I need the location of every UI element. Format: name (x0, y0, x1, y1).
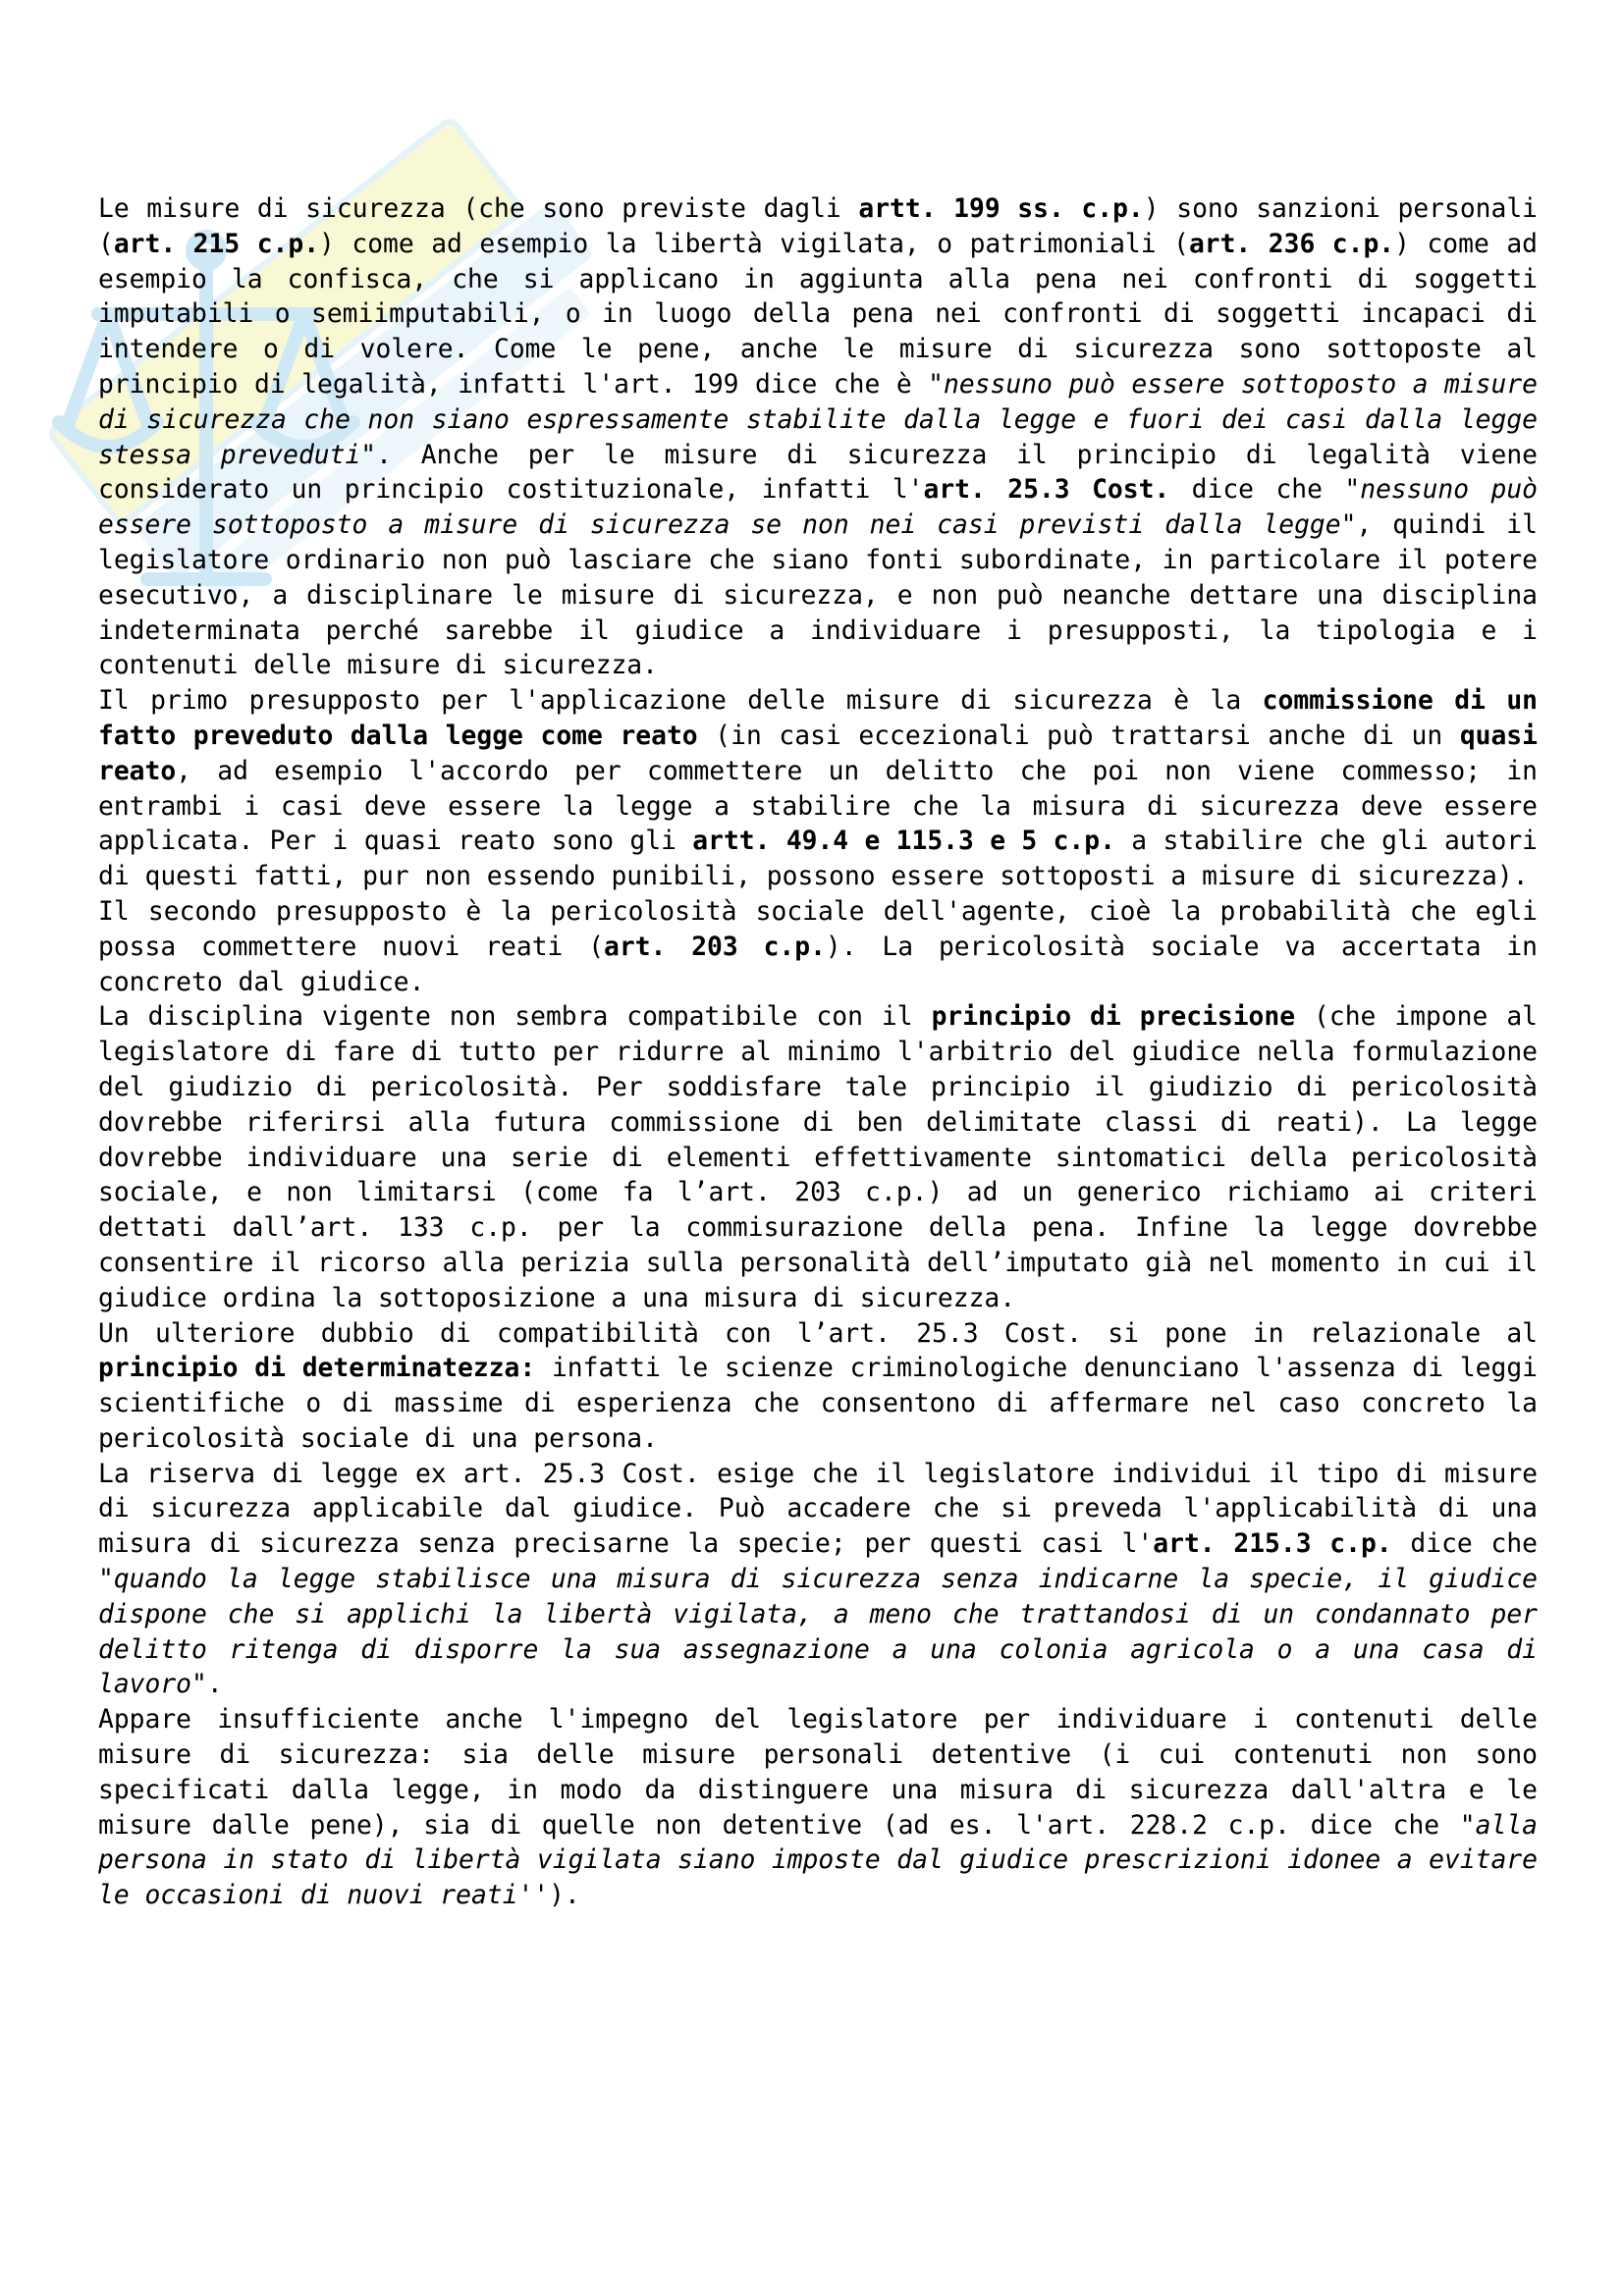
text-run: ) come ad esempio la libertà vigilata, o patrimoniali ( (319, 229, 1189, 259)
legal-reference-bold: art. 236 c.p. (1188, 229, 1395, 259)
paragraph (98, 1000, 1538, 1316)
legal-reference-bold: artt. 49.4 e 115.3 e 5 c.p. (692, 827, 1115, 857)
text-run: Le misure di sicurezza (che sono previste dagli (98, 194, 859, 224)
text-run: infatti le scienze criminologiche denunciano l'assenza di leggi scientifiche o di massime di esperienza che consentono di affermare nel caso concreto la pericolosità sociale di una persona. (98, 1354, 1538, 1454)
text-run: La disciplina vigente non sembra compatibile con il (98, 1002, 932, 1033)
text-run: (in casi eccezionali può trattarsi anche di un (697, 721, 1460, 751)
legal-reference-bold: principio di precisione (931, 1002, 1296, 1033)
text-run: ) come ad esempio la confisca, che si applicano in aggiunta alla pena nei confronti di soggetti imputabili o semiimputabili, o in luogo della pena nei confronti di soggetti incapaci di intendere o di volere. Come le pene, anche le misure di sicurezza sono sottoposte al principio di legalità, infatti l'art. 199 dice che è " (98, 229, 1538, 400)
legal-reference-bold: art. 203 c.p. (604, 932, 826, 962)
legal-reference-bold: art. 215.3 c.p. (1153, 1529, 1392, 1560)
paragraph (98, 1703, 1538, 1914)
text-run: La riserva di legge ex art. 25.3 Cost. esige che il legislatore individui il tipo di misure di sicurezza applicabile dal giudice. Può accadere che si preveda l'applicabilità di una misura di sicurezza senza precisarne la specie; per questi casi l' (98, 1459, 1538, 1560)
paragraph (98, 1317, 1538, 1458)
text-run: dice che " (1169, 475, 1361, 506)
legal-reference-bold: art. 215 c.p. (113, 229, 320, 259)
text-run: Un ulteriore dubbio di compatibilità con l’art. 25.3 Cost. si pone in relazionale al (98, 1318, 1538, 1349)
text-run: dice che " (98, 1529, 1538, 1595)
text-run: ", quindi il legislatore ordinario non può lasciare che siano fonti subordinate, in particolare il potere esecutivo, a disciplinare le misure di sicurezza, e non può neanche dettare una disciplina indeterminata perché sarebbe il giudice a individuare i presupposti, la tipologia e i contenuti delle misure di sicurezza. (98, 510, 1538, 681)
text-run: ''). (517, 1881, 580, 1911)
paragraph (98, 1458, 1538, 1704)
quotation-italic: alla persona in stato di libertà vigilata siano imposte dal giudice prescrizioni idonee a evitare le occasioni di nuovi reati (98, 1810, 1538, 1911)
text-run: Appare insufficiente anche l'impegno del legislatore per individuare i contenuti delle misure di sicurezza: sia delle misure personali detentive (i cui contenuti non sono specificati dalla legge, in modo da distinguere una misura di sicurezza dall'altra e le misure dalle pene), sia di quelle non detentive (ad es. l'art. 228.2 c.p. dice che " (98, 1705, 1538, 1841)
document-body (98, 192, 1538, 1914)
paragraph (98, 684, 1538, 895)
text-run: (che impone al legislatore di fare di tutto per ridurre al minimo l'arbitrio del giudice nella formulazione del giudizio di pericolosità. Per soddisfare tale principio il giudizio di pericolosità dovrebbe riferirsi alla futura commissione di ben delimitate classi di reati). La legge dovrebbe individuare una serie di elementi effettivamente sintomatici della pericolosità sociale, e non limitarsi (come fa l’art. 203 c.p.) ad un generico richiamo ai criteri dettati dall’art. 133 c.p. per la commisurazione della pena. Infine la legge dovrebbe consentire il ricorso alla perizia sulla personalità dell’imputato già nel momento in cui il giudice ordina la sottoposizione a una misura di sicurezza. (98, 1002, 1538, 1313)
legal-reference-bold: principio di determinatezza: (98, 1354, 536, 1384)
text-run: a stabilire che gli autori di questi fatti, pur non essendo punibili, possono essere sottoposti a misure di sicurezza). (98, 827, 1539, 892)
legal-reference-bold: commissione di un fatto preveduto dalla legge come reato (98, 686, 1538, 751)
quotation-italic: nessuno può essere sottoposto a misure di sicurezza se non nei casi previsti dalla legge (98, 475, 1539, 541)
text-run: ". (191, 1670, 223, 1700)
text-run: Il primo presupposto per l'applicazione delle misure di sicurezza è la (98, 686, 1263, 717)
quotation-italic: quando la legge stabilisce una misura di sicurezza senza indicarne la specie, il giudice dispone che si applichi la libertà vigilata, a meno che trattandosi di un condannato per delitto ritenga di disporre la sua assegnazione a una colonia agricola o a una casa di lavoro (98, 1565, 1538, 1700)
legal-reference-bold: artt. 199 ss. c.p. (858, 194, 1144, 224)
text-run: ). La pericolosità sociale va accertata in concreto dal giudice. (98, 932, 1538, 997)
legal-reference-bold: quasi reato (98, 721, 1538, 786)
text-run: Il secondo presupposto è la pericolosità sociale dell'agente, cioè la probabilità che egli possa commettere nuovi reati ( (98, 896, 1538, 962)
paragraph (98, 192, 1538, 684)
paragraph (98, 895, 1538, 1000)
text-run: ) sono sanzioni personali ( (98, 194, 1538, 259)
quotation-italic: nessuno può essere sottoposto a misure di sicurezza che non siano espressamente stabilite dalla legge e fuori dei casi dalla legge stessa preveduti (98, 369, 1538, 470)
text-run: ". Anche per le misure di sicurezza il principio di legalità viene considerato un principio costituzionale, infatti l' (98, 440, 1538, 506)
legal-reference-bold: art. 25.3 Cost. (923, 475, 1170, 506)
text-run: , ad esempio l'accordo per commettere un delitto che poi non viene commesso; in entrambi i casi deve essere la legge a stabilire che la misura di sicurezza deve essere applicata. Per i quasi reato sono gli (98, 756, 1538, 857)
